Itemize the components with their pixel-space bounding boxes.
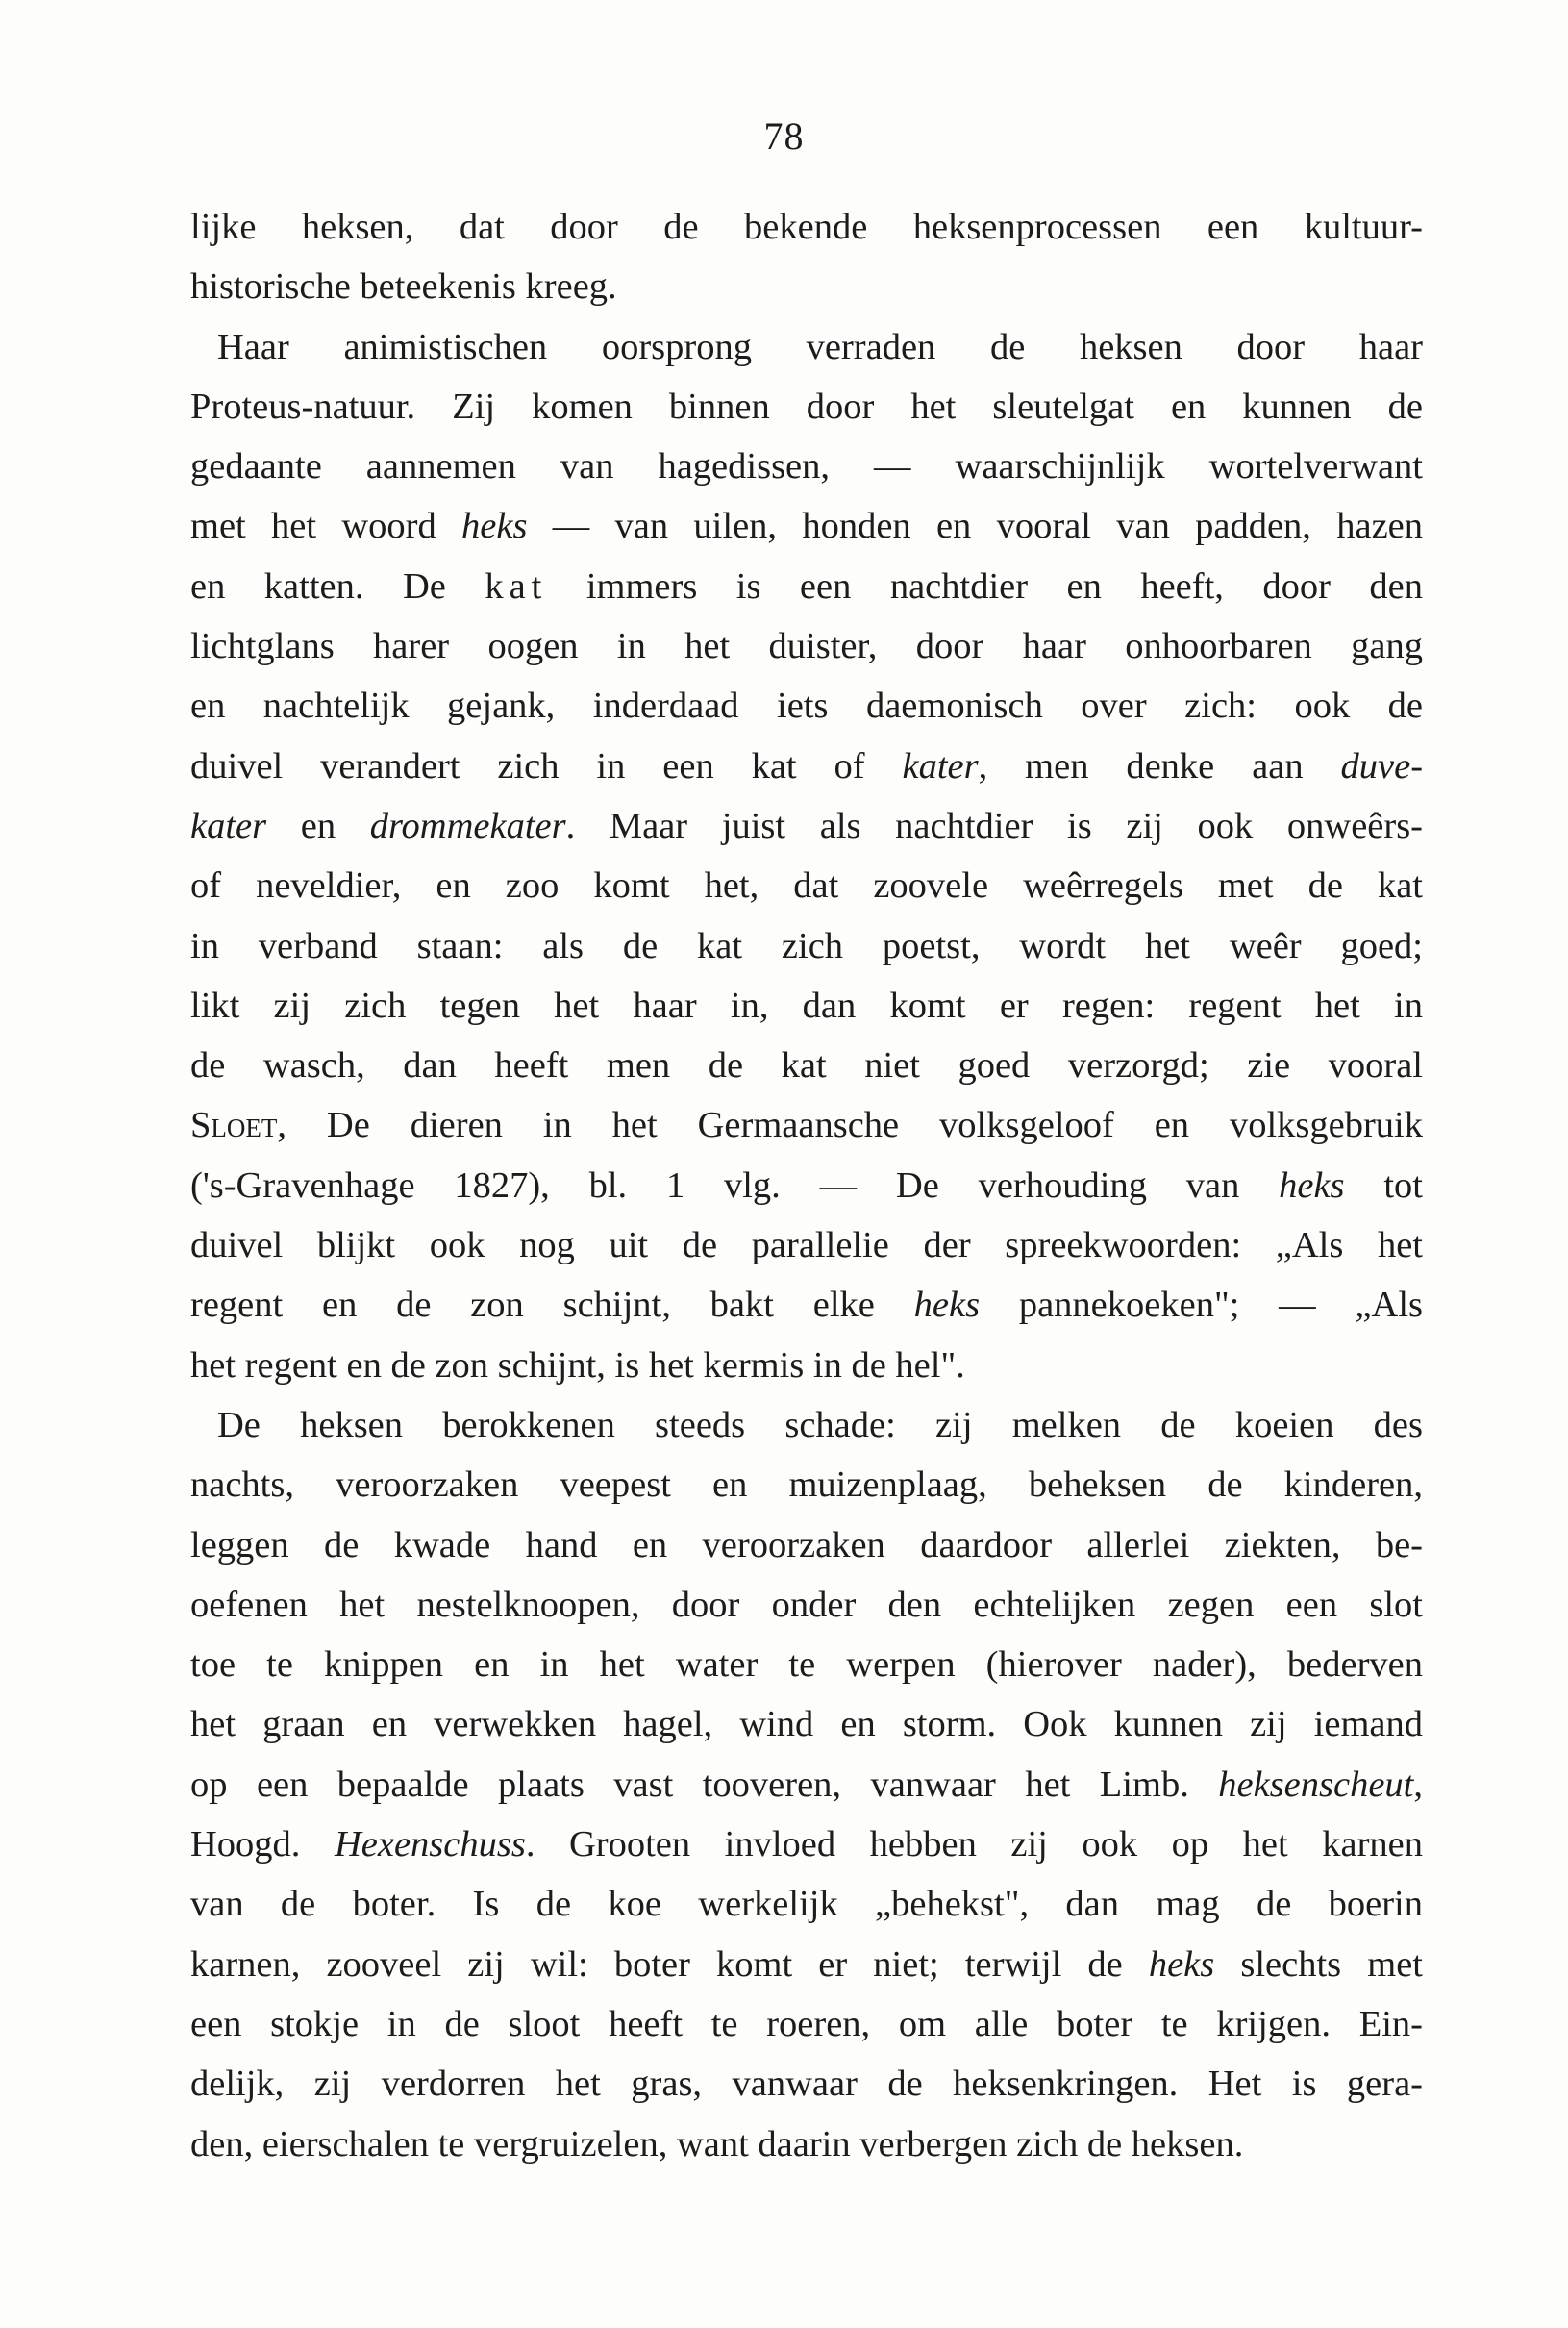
text-line: delijk, zij verdorren het gras, vanwaar de heksenkringen. Het is gera- (190, 2064, 1423, 2105)
text-line: De heksen berokkenen steeds schade: zij melken de koeien des (217, 1404, 1423, 1445)
text-line: de wasch, dan heeft men de kat niet goed verzorgd; zie vooral (190, 1045, 1423, 1087)
text-line: in verband staan: als de kat zich poetst, wordt het weêr goed; (190, 925, 1423, 966)
text-line: oefenen het nestelknoopen, door onder den echtelijken zegen een slot (190, 1584, 1423, 1625)
text-line: duivel blijkt ook nog uit de parallelie der spreekwoorden: „Als het (190, 1225, 1423, 1266)
text-line: of neveldier, en zoo komt het, dat zoovele weêrregels met de kat (190, 865, 1423, 907)
text-line: duivel verandert zich in een kat of kater, men denke aan duve- (190, 745, 1424, 787)
text-line: gedaante aannemen van hagedissen, — waarschijnlijk wortelverwant (190, 446, 1423, 488)
text-line: lichtglans harer oogen in het duister, door haar onhoorbaren gang (190, 626, 1423, 667)
text-line: en nachtelijk gejank, inderdaad iets daemonisch over zich: ook de (190, 686, 1423, 727)
text-line: kater en drommekater. Maar juist als nachtdier is zij ook onweêrs- (190, 805, 1423, 846)
text-line: het graan en verwekken hagel, wind en storm. Ook kunnen zij iemand (190, 1704, 1423, 1745)
text-line: op een bepaalde plaats vast tooveren, vanwaar het Limb. heksenscheut, (190, 1764, 1423, 1805)
text-line: lijke heksen, dat door de bekende heksenprocessen een kultuur- (190, 207, 1423, 247)
text-line: een stokje in de sloot heeft te roeren, om alle boter te krijgen. Ein- (190, 2003, 1423, 2044)
text-line: Hoogd. Hexenschuss. Grooten invloed hebben zij ook op het karnen (190, 1824, 1423, 1865)
text-line: het regent en de zon schijnt, is het kermis in de hel". (190, 1344, 965, 1386)
text-line: ('s-Gravenhage 1827), bl. 1 vlg. — De verhouding van heks tot (190, 1164, 1423, 1206)
text-line: karnen, zooveel zij wil: boter komt er niet; terwijl de heks slechts met (190, 1943, 1423, 1985)
body-text (190, 197, 1423, 2174)
text-line: historische beteekenis kreeg. (190, 266, 617, 308)
text-line: Proteus-natuur. Zij komen binnen door het sleutelgat en kunnen de (190, 386, 1423, 427)
text-line: nachts, veroorzaken veepest en muizenplaag, beheksen de kinderen, (190, 1464, 1423, 1506)
text-line: likt zij zich tegen het haar in, dan komt er regen: regent het in (190, 985, 1423, 1026)
page-number: 78 (763, 114, 805, 158)
text-line: en katten. De kat immers is een nachtdier en heeft, door den (190, 565, 1423, 607)
text-line: met het woord heks — van uilen, honden en vooral van padden, hazen (190, 506, 1423, 547)
text-line: regent en de zon schijnt, bakt elke heks pannekoeken"; — „Als (190, 1285, 1423, 1326)
text-line: Haar animistischen oorsprong verraden de heksen door haar (217, 326, 1423, 367)
text-line: toe te knippen en in het water te werpen (hierover nader), bederven (190, 1644, 1423, 1686)
text-line: den, eierschalen te vergruizelen, want daarin verbergen zich de heksen. (190, 2123, 1244, 2165)
text-line: leggen de kwade hand en veroorzaken daardoor allerlei ziekten, be- (190, 1524, 1423, 1565)
text-line: van de boter. Is de koe werkelijk „behekst", dan mag de boerin (190, 1884, 1423, 1925)
text-line: Sloet, De dieren in het Germaansche volksgeloof en volksgebruik (190, 1105, 1423, 1146)
